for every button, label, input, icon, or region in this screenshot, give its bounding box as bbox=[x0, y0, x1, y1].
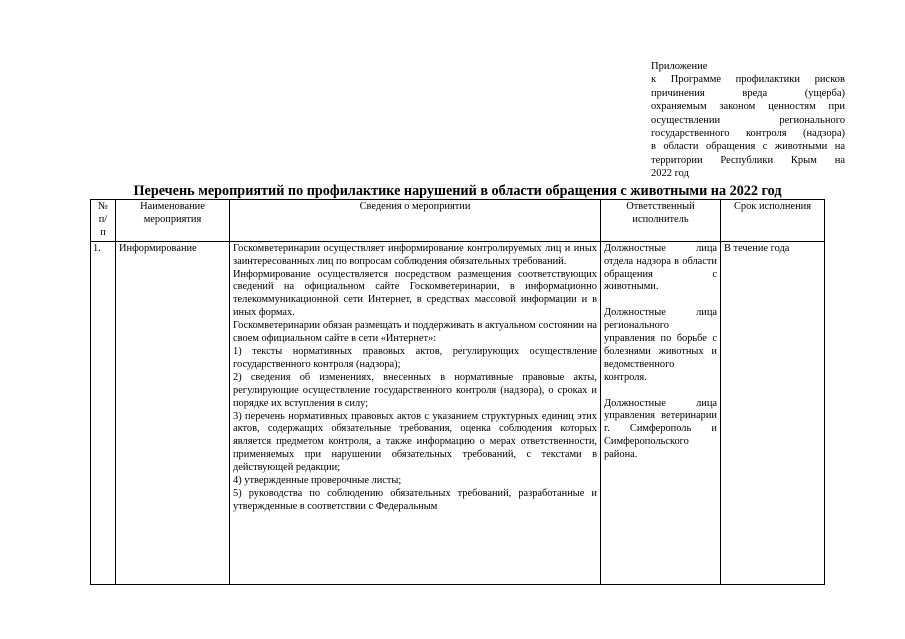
appendix-line: государственного контроля (надзора) bbox=[651, 128, 845, 140]
appendix-line: 2022 год bbox=[651, 168, 689, 180]
header-number: № п/ п bbox=[91, 200, 116, 242]
row-info bbox=[230, 241, 601, 584]
header-info: Сведения о мероприятии bbox=[230, 200, 601, 242]
info-paragraph: 2) сведения об изменениях, внесенных в нормативные правовые акты, регулирующие осуществление государственного контроля (надзора), о сроках и порядке их вступления в силу; bbox=[233, 371, 597, 409]
info-paragraph: Информирование осуществляется посредством размещения соответствующих сведений на официальном сайте Госкомветеринарии, в информационно телекоммуникационной сети Интернет, в средствах массовой информации и в иных формах. bbox=[233, 268, 597, 319]
row-term: В течение года bbox=[721, 241, 825, 584]
appendix-line: Приложение bbox=[651, 61, 708, 72]
table-row bbox=[91, 241, 825, 584]
info-paragraph: Госкомветеринарии осуществляет информирование контролируемых лиц и иных заинтересованных лиц по вопросам соблюдения обязательных требований. bbox=[233, 242, 597, 267]
responsible-paragraph: Должностные лица регионального управления по борьбе с болезнями животных и ведомственного контроля. bbox=[604, 307, 717, 383]
appendix-line: в области обращения с животными на bbox=[651, 141, 845, 153]
info-paragraph: 3) перечень нормативных правовых актов с указанием структурных единиц этих актов, содержащих обязательные требования, оценка соблюдения которых является предметом контроля, а также информацию о мерах ответственности, применяемых при нарушении обязательных требований, с текстами в действующей редакции; bbox=[233, 410, 597, 474]
appendix-line: осуществлении регионального bbox=[651, 114, 845, 126]
header-responsible: Ответственный исполнитель bbox=[601, 200, 721, 242]
row-responsible bbox=[601, 241, 721, 584]
appendix-line: территории Республики Крым на bbox=[651, 154, 845, 166]
info-paragraph: 4) утвержденные проверочные листы; bbox=[233, 475, 402, 487]
info-paragraph: 5) руководства по соблюдению обязательных требований, разработанные и утвержденные в соответствии с Федеральным bbox=[233, 487, 597, 512]
info-paragraph: Госкомветеринарии обязан размещать и поддерживать в актуальном состоянии на своем официальном сайте в сети «Интернет»: bbox=[233, 320, 597, 345]
info-paragraph: 1) тексты нормативных правовых актов, регулирующих осуществление государственного контроля (надзора); bbox=[233, 345, 597, 370]
header-name: Наименование мероприятия bbox=[116, 200, 230, 242]
row-name: Информирование bbox=[116, 241, 230, 584]
table-header-row bbox=[91, 200, 825, 242]
measures-table bbox=[90, 199, 825, 585]
appendix-note bbox=[651, 60, 845, 181]
row-number: 1. bbox=[91, 241, 116, 584]
responsible-paragraph: Должностные лица отдела надзора в области обращения с животными. bbox=[604, 242, 717, 293]
header-term: Срок исполнения bbox=[721, 200, 825, 242]
appendix-line: причинения вреда (ущерба) bbox=[651, 87, 845, 99]
document-title: Перечень мероприятий по профилактике нарушений в области обращения с животными на 2022 год bbox=[133, 183, 782, 199]
responsible-paragraph: Должностные лица управления ветеринарии г. Симферополь и Симферопольского района. bbox=[604, 397, 717, 461]
appendix-line: к Программе профилактики рисков bbox=[651, 74, 845, 86]
appendix-line: охраняемым законом ценностям при bbox=[651, 101, 845, 113]
